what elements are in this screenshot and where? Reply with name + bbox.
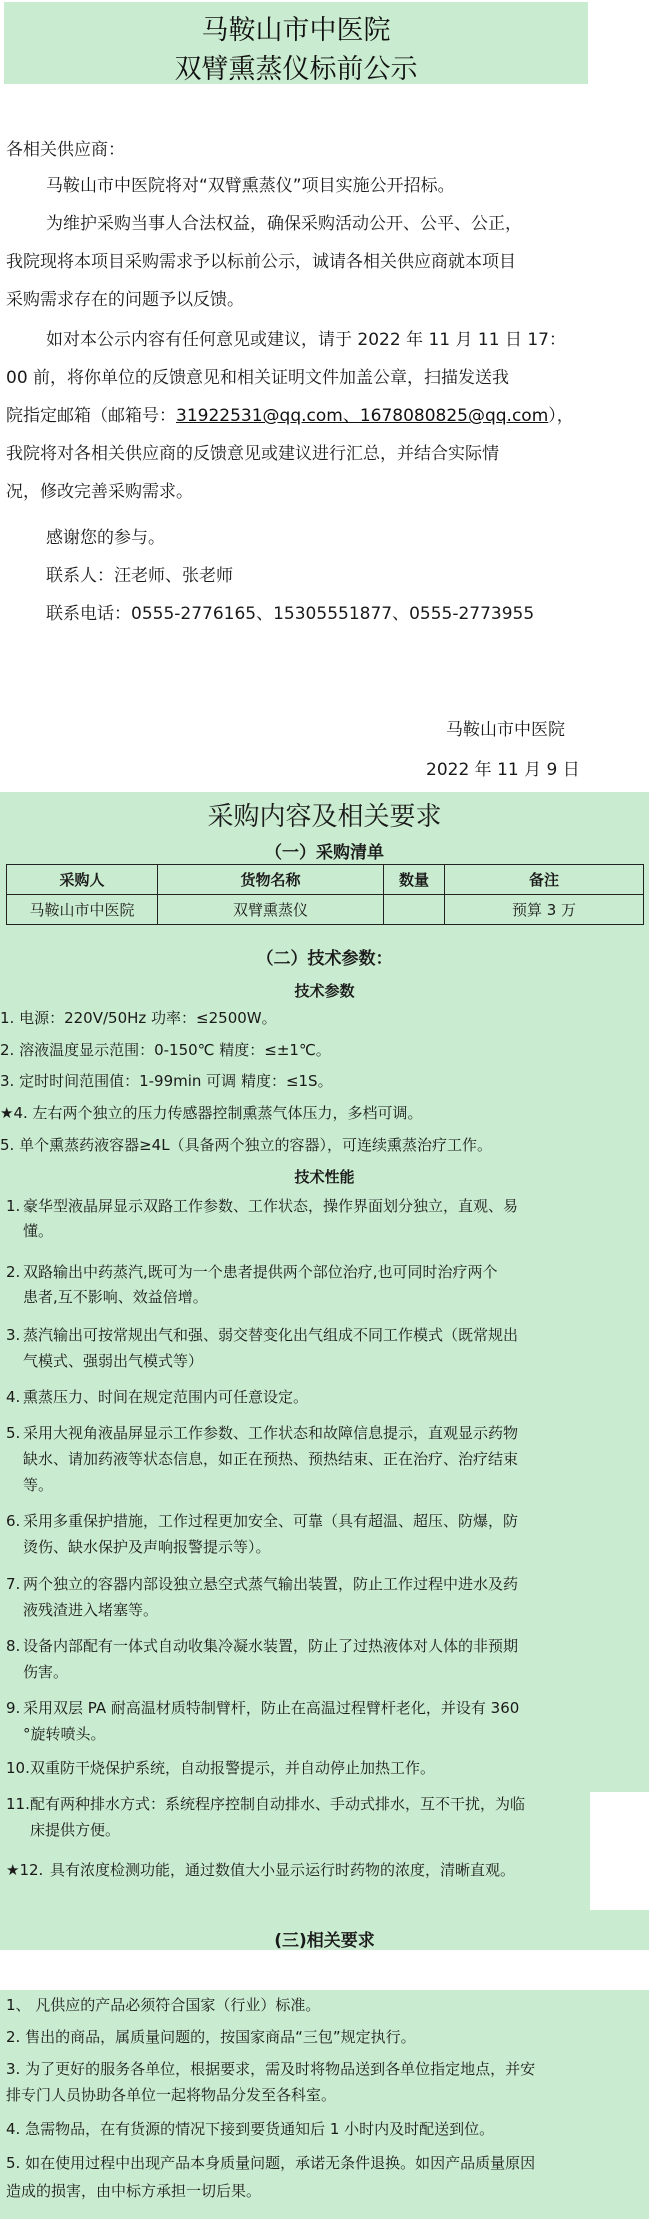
perf-number: ★12. [6, 1861, 44, 1879]
notice-title: 双臂熏蒸仪标前公示 [174, 54, 418, 85]
requirement-item: 4. 急需物品，在有货源的情况下接到要货通知后 1 小时内及时配送到位。 [6, 2120, 495, 2138]
table-header: 货物名称 [158, 865, 384, 895]
param-item: ★4. 左右两个独立的压力传感器控制熏蒸气体压力，多档可调。 [0, 1104, 423, 1122]
notice-paragraph-3: 况，修改完善采购需求。 [6, 482, 193, 502]
perf-number: 10. [6, 1759, 30, 1777]
perf-item: 采用多重保护措施，工作过程更加安全、可靠（具有超温、超压、防爆，防 [23, 1512, 519, 1530]
table-cell: 双臂熏蒸仪 [158, 895, 384, 925]
salutation: 各相关供应商： [6, 140, 125, 160]
table-cell: 预算 3 万 [445, 895, 644, 925]
notice-paragraph-3: 如对本公示内容有任何意见或建议，请于 2022 年 11 月 11 日 17： [46, 330, 566, 350]
table-header-row [7, 865, 644, 895]
notice-paragraph-2: 我院现将本项目采购需求予以标前公示，诚请各相关供应商就本项目 [6, 252, 516, 272]
notice-paragraph-3: 我院将对各相关供应商的反馈意见或建议进行汇总，并结合实际情 [6, 444, 499, 464]
table-cell: 马鞍山市中医院 [7, 895, 158, 925]
perf-number: 7. [6, 1575, 21, 1593]
param-item: 3. 定时时间范围值：1-99min 可调 精度：≤1S。 [0, 1072, 333, 1090]
table-cell [384, 895, 445, 925]
thanks-text: 感谢您的参与。 [46, 528, 165, 548]
param-item: 2. 溶液温度显示范围：0-150℃ 精度：≤±1℃。 [0, 1041, 331, 1059]
purchase-table [6, 864, 644, 925]
table-header: 数量 [384, 865, 445, 895]
notice-paragraph-1: 马鞍山市中医院将对“双臂熏蒸仪”项目实施公开招标。 [46, 176, 455, 196]
perf-item: 熏蒸压力、时间在规定范围内可任意设定。 [23, 1388, 309, 1406]
perf-item: 采用双层 PA 耐高温材质特制臂杆，防止在高温过程臂杆老化，并设有 360 [23, 1699, 520, 1717]
perf-number: 6. [6, 1512, 21, 1530]
notice-paragraph-2: 为维护采购当事人合法权益，确保采购活动公开、公平、公正， [46, 214, 522, 234]
params-subtitle: 技术参数 [294, 982, 355, 1000]
notice-paragraph-3: 00 前，将你单位的反馈意见和相关证明文件加盖公章，扫描发送我 [6, 368, 510, 388]
table-header: 备注 [445, 865, 644, 895]
perf-number: 5. [6, 1424, 21, 1442]
perf-number: 1. [6, 1197, 21, 1215]
perf-number: 3. [6, 1326, 21, 1344]
notice-paragraph-3 [6, 406, 574, 426]
requirement-item: 造成的损害，由中标方承担一切后果。 [6, 2182, 262, 2200]
perf-item: 等。 [23, 1476, 54, 1494]
email-suffix: ）， [548, 406, 574, 426]
perf-item: 液残渣进入堵塞等。 [23, 1601, 159, 1619]
perf-item: 懂。 [23, 1222, 54, 1240]
table-header: 采购人 [7, 865, 158, 895]
requirements-title: 采购内容及相关要求 [207, 802, 442, 832]
perf-item: 配有两种排水方式：系统程序控制自动排水、手动式排水，互不干扰，为临 [30, 1795, 526, 1813]
contact-phone: 联系电话：0555-2776165、15305551877、0555-2773955 [46, 604, 535, 624]
notice-date: 2022 年 11 月 9 日 [426, 760, 580, 780]
hospital-name: 马鞍山市中医院 [201, 15, 391, 46]
perf-item: 患者,互不影响、效益倍增。 [23, 1288, 208, 1306]
perf-item: 伤害。 [23, 1663, 69, 1681]
requirement-item: 1、 凡供应的产品必须符合国家（行业）标准。 [6, 1996, 321, 2014]
perf-number: 2. [6, 1263, 21, 1281]
perf-item: 具有浓度检测功能，通过数值大小显示运行时药物的浓度，清晰直观。 [50, 1861, 516, 1879]
perf-number: 9. [6, 1699, 21, 1717]
perf-number: 11. [6, 1795, 30, 1813]
perf-item: 双路输出中药蒸汽,既可为一个患者提供两个部位治疗,也可同时治疗两个 [23, 1263, 498, 1281]
perf-item: 采用大视角液晶屏显示工作参数、工作状态和故障信息提示，直观显示药物 [23, 1424, 519, 1442]
perf-item: °旋转喷头。 [23, 1725, 106, 1743]
perf-item: 两个独立的容器内部设独立悬空式蒸气输出装置，防止工作过程中进水及药 [23, 1575, 519, 1593]
email-link[interactable]: 31922531@qq.com、1678080825@qq.com [176, 406, 549, 426]
perf-item: 双重防干烧保护系统，自动报警提示，并自动停止加热工作。 [30, 1759, 436, 1777]
requirement-item: 5. 如在使用过程中出现产品本身质量问题，承诺无条件退换。如因产品质量原因 [6, 2154, 536, 2172]
table-row [7, 895, 644, 925]
signature: 马鞍山市中医院 [446, 720, 565, 740]
param-item: 5. 单个熏蒸药液容器≥4L（具备两个独立的容器），可连续熏蒸治疗工作。 [0, 1136, 493, 1154]
requirement-item: 排专门人员协助各单位一起将物品分发至各科室。 [6, 2086, 337, 2104]
requirement-item: 2. 售出的商品，属质量问题的，按国家商品“三包”规定执行。 [6, 2028, 416, 2046]
section-requirements: (三)相关要求 [274, 1931, 375, 1951]
contact-person: 联系人：汪老师、张老师 [46, 566, 233, 586]
perf-subtitle: 技术性能 [294, 1168, 355, 1186]
email-prefix: 院指定邮箱（邮箱号： [6, 406, 176, 426]
param-item: 1. 电源：220V/50Hz 功率：≤2500W。 [0, 1009, 277, 1027]
section-purchase-list: （一）采购清单 [265, 843, 384, 863]
perf-item: 设备内部配有一体式自动收集冷凝水装置，防止了过热液体对人体的非预期 [23, 1637, 519, 1655]
perf-item: 豪华型液晶屏显示双路工作参数、工作状态，操作界面划分独立，直观、易 [23, 1197, 519, 1215]
perf-item: 蒸汽输出可按常规出气和强、弱交替变化出气组成不同工作模式（既常规出 [23, 1326, 519, 1344]
title-banner [4, 2, 588, 84]
perf-item: 气模式、强弱出气模式等） [23, 1352, 204, 1370]
perf-item: 缺水、请加药液等状态信息，如正在预热、预热结束、正在治疗、治疗结束 [23, 1450, 519, 1468]
perf-item: 床提供方便。 [30, 1821, 121, 1839]
notice-paragraph-2: 采购需求存在的问题予以反馈。 [6, 290, 244, 310]
perf-item: 烫伤、缺水保护及声响报警提示等）。 [23, 1538, 271, 1556]
section-tech-params: （二）技术参数： [256, 949, 393, 969]
perf-number: 8. [6, 1637, 21, 1655]
requirement-item: 3. 为了更好的服务各单位，根据要求，需及时将物品送到各单位指定地点，并安 [6, 2060, 536, 2078]
perf-number: 4. [6, 1388, 21, 1406]
